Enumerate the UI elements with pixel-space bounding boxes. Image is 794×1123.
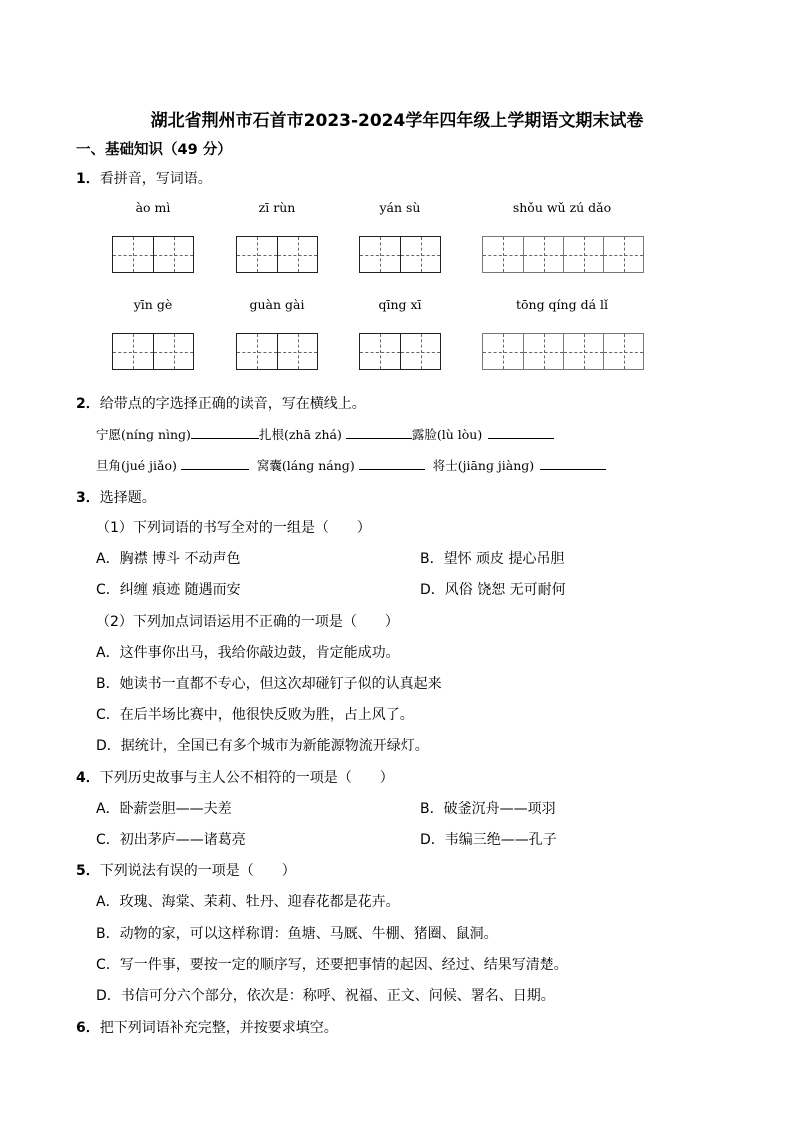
- answer-blank[interactable]: [191, 424, 259, 439]
- answer-blank[interactable]: [346, 424, 412, 439]
- pinyin-label: shǒu wǔ zú dǎo: [512, 200, 612, 215]
- question-text: 选择题。: [99, 490, 156, 506]
- question-text: 下列说法有误的一项是（ ）: [99, 863, 296, 879]
- answer-blank[interactable]: [181, 455, 249, 470]
- question-number: 3．: [76, 490, 100, 506]
- option-b[interactable]: B．破釜沉舟——项羽: [420, 801, 556, 817]
- writing-grid[interactable]: [236, 333, 318, 370]
- pinyin-label: yán sù: [379, 200, 421, 215]
- writing-grid[interactable]: [112, 236, 194, 273]
- option-b[interactable]: B．望怀 顽皮 提心吊胆: [420, 551, 565, 567]
- option-d[interactable]: D．风俗 饶恕 无可耐何: [420, 582, 566, 598]
- sub-question: （2）下列加点词语运用不正确的一项是（ ）: [96, 614, 399, 630]
- option-b[interactable]: B．动物的家，可以这样称谓：鱼塘、马厩、牛棚、猪圈、鼠洞。: [96, 926, 498, 942]
- pinyin-label: ào mì: [135, 200, 171, 215]
- question-3: [76, 487, 156, 507]
- question-6: [76, 1017, 338, 1037]
- section-heading: 一、基础知识（49 分）: [76, 142, 232, 158]
- pinyin-label: qīng xī: [378, 297, 422, 312]
- question-number: 6．: [76, 1020, 100, 1036]
- answer-blank[interactable]: [359, 455, 425, 470]
- question-number: 4．: [76, 770, 100, 786]
- answer-blank[interactable]: [540, 455, 606, 470]
- option-c[interactable]: C．纠缠 痕迹 随遇而安: [96, 582, 241, 598]
- pinyin-label: guàn gài: [249, 297, 305, 312]
- option-a[interactable]: A．胸襟 博斗 不动声色: [96, 551, 241, 567]
- pronunciation-row: [96, 455, 606, 474]
- writing-grid[interactable]: [482, 236, 644, 273]
- writing-grid[interactable]: [482, 333, 644, 370]
- option-a[interactable]: A．玫瑰、海棠、茉莉、牡丹、迎春花都是花卉。: [96, 894, 400, 910]
- question-text: 下列历史故事与主人公不相符的一项是（ ）: [99, 770, 394, 786]
- pronunciation-item: 窝囊(lánɡ nánɡ): [256, 458, 355, 473]
- question-5: [76, 860, 296, 880]
- option-c[interactable]: C．初出茅庐——诸葛亮: [96, 832, 246, 848]
- option-b[interactable]: B．她读书一直都不专心，但这次却碰钉子似的认真起来: [96, 676, 442, 692]
- pinyin-label: tōng qíng dá lǐ: [515, 297, 609, 312]
- pronunciation-item: 扎根(zhā zhá): [258, 427, 342, 442]
- answer-blank[interactable]: [488, 424, 554, 439]
- question-text: 看拼音，写词语。: [99, 171, 212, 187]
- option-c[interactable]: C．写一件事，要按一定的顺序写，还要把事情的起因、经过、结果写清楚。: [96, 957, 568, 973]
- writing-grid[interactable]: [359, 333, 441, 370]
- option-d[interactable]: D．韦编三绝——孔子: [420, 832, 557, 848]
- option-d[interactable]: D．书信可分六个部分，依次是：称呼、祝福、正文、问候、署名、日期。: [96, 988, 555, 1004]
- pinyin-label: yīn gè: [133, 297, 173, 312]
- writing-grid[interactable]: [112, 333, 194, 370]
- question-text: 给带点的字选择正确的读音，写在横线上。: [99, 396, 366, 412]
- sub-question: （1）下列词语的书写全对的一组是（ ）: [96, 520, 371, 536]
- question-number: 5．: [76, 863, 100, 879]
- writing-grid[interactable]: [236, 236, 318, 273]
- option-a[interactable]: A．卧薪尝胆——夫差: [96, 801, 232, 817]
- option-a[interactable]: A．这件事你出马，我给你敲边鼓，肯定能成功。: [96, 645, 400, 661]
- pinyin-label: zī rùn: [258, 200, 296, 215]
- question-2: [76, 393, 366, 413]
- exam-title: 湖北省荆州市石首市2023-2024学年四年级上学期语文期末试卷: [150, 111, 644, 131]
- pronunciation-item: 宁愿(nínɡ nìnɡ): [96, 427, 191, 442]
- question-text: 把下列词语补充完整，并按要求填空。: [99, 1020, 338, 1036]
- question-number: 1．: [76, 171, 100, 187]
- writing-grid[interactable]: [359, 236, 441, 273]
- option-d[interactable]: D．据统计，全国已有多个城市为新能源物流开绿灯。: [96, 738, 429, 754]
- question-4: [76, 767, 394, 787]
- pronunciation-item: 露脸(lù lòu): [411, 427, 483, 442]
- option-c[interactable]: C．在后半场比赛中，他很快反败为胜，占上风了。: [96, 707, 414, 723]
- pronunciation-row: [96, 424, 554, 443]
- question-number: 2．: [76, 396, 100, 412]
- pronunciation-item: 将士(jiānɡ jiànɡ): [432, 458, 535, 473]
- question-1: [76, 168, 212, 188]
- pronunciation-item: 旦角(jué jiǎo): [96, 458, 177, 473]
